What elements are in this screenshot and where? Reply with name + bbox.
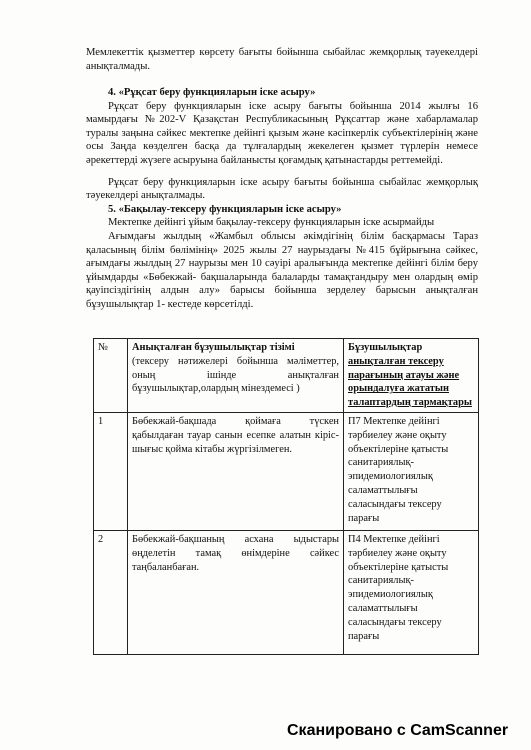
header-rules	[344, 339, 479, 413]
header-rules-title: Бұзушылықтар	[348, 342, 423, 353]
violations-table	[93, 338, 479, 655]
section-5-heading: 5. «Бақылау-тексеру функцияларын іске асыру»	[108, 203, 342, 215]
header-number-label: №	[98, 342, 108, 353]
section-4-heading: 4. «Рұқсат беру функцияларын іске асыру»	[108, 87, 316, 98]
row-violation: Бөбекжай-бақшаның асхана ыдыстары өңделетін тамақ өнімдеріне сәйкес таңбаланбаған.	[128, 530, 344, 654]
section-4-paragraph-2: Рұқсат беру функцияларын іске асыру бағыты бойынша сыбайлас жемқорлық тәуекелдері анықталмады.	[86, 176, 478, 202]
paragraph-top: Мемлекеттік қызметтер көрсету бағыты бойынша сыбайлас жемқорлық тәуекелдері анықталмады.	[86, 47, 478, 72]
row-violation: Бөбекжай-бақшада қоймаға түскен қабылдаған тауар санын есепке алатын кіріс-шығыс қойма кітабы жүргізілмеген.	[128, 412, 344, 530]
header-violations	[128, 339, 344, 413]
section-4-paragraph-1: Рұқсат беру функцияларын іске асыру бағыты бойынша 2014 жылғы 16 мамырдағы №202-V Қазақстан Республикасының Рұқсаттар және хабарламалар туралы заңына сәйкес мектепке дейінгі қызым және кәсіпкерлік субъектілерінің және осы Заңда көзделген басқа да тұлғалардың жекелеген қызмет түрлерін немесе әрекеттерді жүзеге асыруына байланысты қоғамдық қатынастарды реттемейді.	[86, 100, 478, 166]
header-rules-subtitle: анықталған тексеру парағының атауы және орындалуға жататын талаптардың тармақтары	[348, 355, 472, 409]
header-number	[94, 339, 128, 413]
body-block	[86, 86, 478, 312]
row-number: 1	[94, 412, 128, 530]
table-row	[94, 530, 479, 654]
header-violations-subtitle: (тексеру нәтижелері бойынша мәліметтер, оның ішінде анықталған бұзушылықтар,олардың мінездемесі )	[132, 355, 339, 395]
intro-block	[86, 46, 478, 73]
section-5-paragraph-1: Мектепке дейінгі ұйым бақылау-тексеру функцияларын іске асырмайды	[108, 217, 435, 229]
header-violations-title: Анықталған бұзушылықтар тізімі	[132, 342, 295, 353]
row-rule: П4 Мектепке дейінгі тәрбиелеу және оқыту объектілеріне қатысты санитариялық-эпидемиологиялық саламаттылығы саласындағы тексеру парағы	[344, 530, 479, 654]
camscanner-watermark: Сканировано с CamScanner	[287, 722, 509, 739]
row-rule: П7 Мектепке дейінгі тәрбиелеу және оқыту объектілеріне қатысты санитариялық-эпидемиологиялық саламаттылығы саласындағы тексеру парағы	[344, 412, 479, 530]
table-header-row	[94, 339, 479, 413]
section-5-paragraph-2: Ағымдағы жылдың «Жамбыл облысы әкімдігінің білім басқармасы Тараз қаласының білім бөлімінің» 2025 жылы 27 наурыздағы №415 бұйрығына сәйкес, ағымдағы жылдың 27 наурызы мен 10 сәуірі аралығында мектепке дейінгі білім беру ұйымдарды «Бөбекжай- бақшаларында балаларды тамақтандыру мен олардың өмір қауіпсіздігінің алдын алу» барысы бойынша зерделеу барысын анықталған бұзушылықтар 1- кестеде көрсетілді.	[86, 230, 478, 310]
table-row	[94, 412, 479, 530]
row-number: 2	[94, 530, 128, 654]
